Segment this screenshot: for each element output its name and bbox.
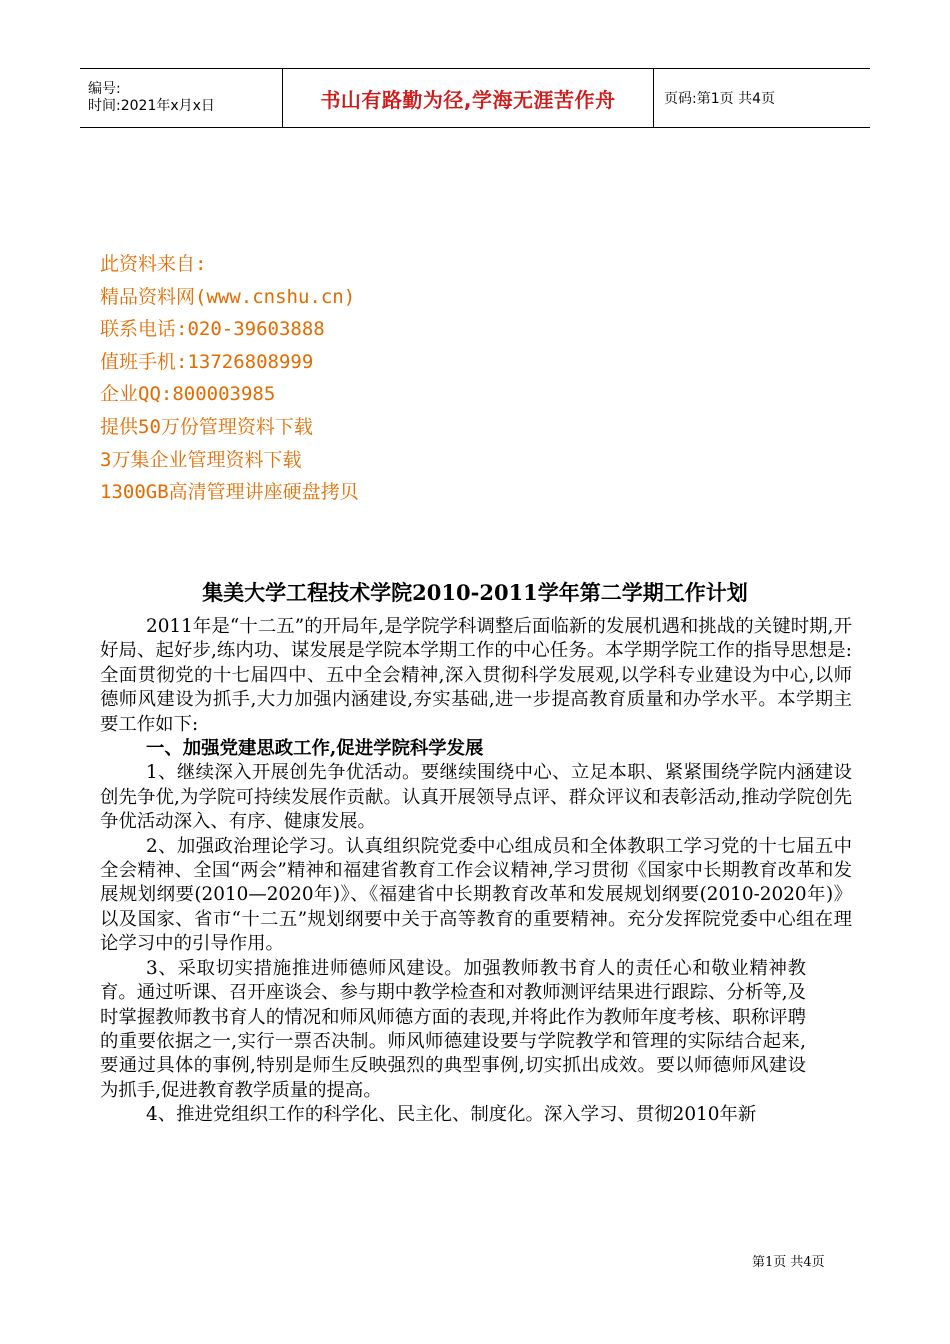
source-line: 此资料来自:	[100, 253, 207, 275]
intro-paragraph: 2011年是“十二五”的开局年,是学院学科调整后面临新的发展机遇和挑战的关键时期,开好局、起好步,练内功、谋发展是学院本学期工作的中心任务。本学期学院工作的指导思想是:全面贯彻党的十七届四中、五中全会精神,深入贯彻科学发展观,以学科专业建设为中心,以师德师风建设为抓手,大力加强内涵建设,夯实基础,进一步提高教育质量和办学水平。本学期主要工作如下:	[100, 616, 852, 735]
source-line: 3万集企业管理资料下载	[100, 448, 302, 471]
motto: 书山有路勤为径,学海无涯苦作舟	[320, 87, 616, 112]
header-meta	[80, 69, 282, 127]
document-body	[100, 615, 852, 1128]
document-title: 集美大学工程技术学院2010-2011学年第二学期工作计划	[202, 580, 748, 605]
source-info	[100, 248, 359, 509]
item-paragraph: 4、推进党组织工作的科学化、民主化、制度化。深入学习、贯彻2010年新	[146, 1104, 757, 1126]
source-line: 联系电话:020-39603888	[100, 318, 325, 341]
header-page-label: 页码:第1页 共4页	[664, 91, 775, 107]
header-page-cell	[654, 69, 870, 127]
section-heading: 一、加强党建思政工作,促进学院科学发展	[146, 738, 484, 760]
header-motto-cell	[282, 69, 654, 127]
page-footer: 第1页 共4页	[752, 1255, 825, 1270]
item-paragraph: 3、采取切实措施推进师德师风建设。加强教师教书育人的责任心和敬业精神教育。通过听课、召开座谈会、参与期中教学检查和对教师测评结果进行跟踪、分析等,及时掌握教师教书育人的情况和师风师德方面的表现,并将此作为教师年度考核、职称评聘的重要依据之一,实行一票否决制。师风师德建设要与学院教学和管理的实际结合起来,要通过具体的事例,特别是师生反映强烈的典型事例,切实抓出成效。要以师德师风建设为抓手,促进教育教学质量的提高。	[100, 957, 806, 1101]
item-paragraph: 1、继续深入开展创先争优活动。要继续围绕中心、立足本职、紧紧围绕学院内涵建设创先争优,为学院可持续发展作贡献。认真开展领导点评、群众评议和表彰活动,推动学院创先争优活动深入、有序、健康发展。	[100, 762, 852, 833]
page-header	[80, 68, 870, 128]
source-line: 值班手机:13726808999	[100, 350, 314, 373]
item-paragraph: 2、加强政治理论学习。认真组织院党委中心组成员和全体教职工学习党的十七届五中全会精神、全国“两会”精神和福建省教育工作会议精神,学习贯彻《国家中长期教育改革和发展规划纲要(2010—2020年)》、《福建省中长期教育改革和发展规划纲要(2010-2020年)》以及国家、省市“十二五”规划纲要中关于高等教育的重要精神。充分发挥院党委中心组在理论学习中的引导作用。	[100, 835, 852, 955]
source-line: 精品资料网(www.cnshu.cn)	[100, 285, 356, 308]
source-line: 企业QQ:800003985	[100, 383, 276, 406]
number-label: 编号:	[88, 81, 121, 97]
source-line: 1300GB高清管理讲座硬盘拷贝	[100, 481, 359, 504]
time-label: 时间:2021年x月x日	[88, 98, 215, 114]
source-line: 提供50万份管理资料下载	[100, 415, 313, 438]
